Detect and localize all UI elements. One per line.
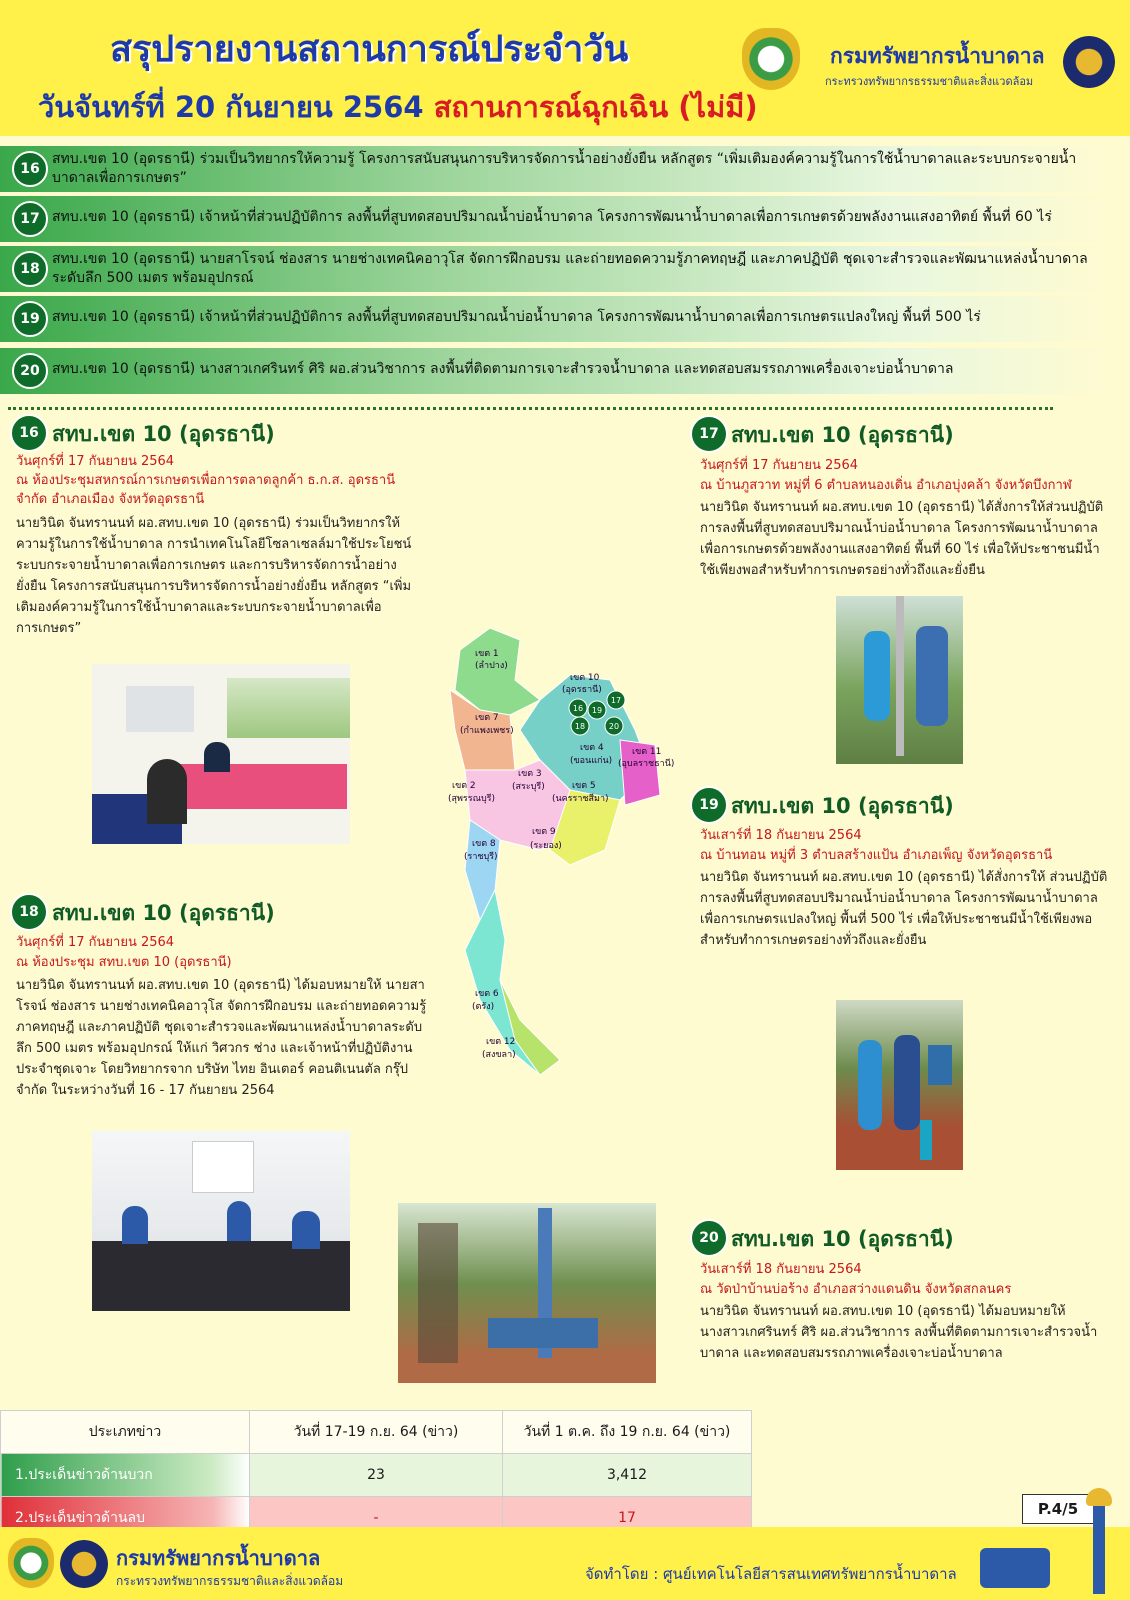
map-label-r7: เขต 7 — [475, 713, 499, 723]
map-marker-18 — [571, 717, 589, 735]
detail-17-title: สทบ.เขต 10 (อุดรธานี) — [731, 423, 954, 447]
photo-pump-test-60 — [836, 596, 963, 764]
report-date: วันจันทร์ที่ 20 กันยายน 2564 — [38, 90, 424, 124]
detail-18-place: ณ ห้องประชุม สทบ.เขต 10 (อุดรธานี) — [16, 955, 232, 970]
map-label-r2-sub: (สุพรรณบุรี) — [448, 794, 496, 804]
map-label-r8: เขต 8 — [472, 839, 496, 849]
summary-text: สทบ.เขต 10 (อุดรธานี) นายสาโรจน์ ช่องสาร นายช่างเทคนิคอาวุโส จัดการฝึกอบรม และถ่ายทอดความรู้ภาคทฤษฎี และภาคปฏิบัติ ชุดเจาะสำรวจและพัฒนาแหล่งน้ำบาดาลระดับลึก 500 เมตร พร้อมอุปกรณ์ — [52, 251, 1088, 286]
map-label-r3: เขต 3 — [518, 769, 542, 779]
page-title: สรุปรายงานสถานการณ์ประจำวัน — [110, 29, 629, 70]
summary-text: สทบ.เขต 10 (อุดรธานี) ร่วมเป็นวิทยากรให้ความรู้ โครงการสนับสนุนการบริหารจัดการน้ำอย่างยั่งยืน หลักสูตร “เพิ่มเติมองค์ความรู้ในการใช้น้ำบาดาลและระบบกระจายน้ำบาดาลเพื่อการเกษตร” — [52, 151, 1077, 186]
detail-20-date: วันเสาร์ที่ 18 กันยายน 2564 — [700, 1262, 862, 1277]
detail-18-title: สทบ.เขต 10 (อุดรธานี) — [52, 901, 275, 925]
dgr-logo — [742, 28, 800, 90]
col-header-period2: วันที่ 1 ต.ค. ถึง 19 ก.ย. 64 (ข่าว) — [503, 1411, 752, 1454]
summary-text: สทบ.เขต 10 (อุดรธานี) เจ้าหน้าที่ส่วนปฏิบัติการ ลงพื้นที่สูบทดสอบปริมาณน้ำบ่อน้ำบาดาล โครงการพัฒนาน้ำบาดาลเพื่อการเกษตรแปลงใหญ่ พื้นที่ 500 ไร่ — [52, 309, 981, 325]
map-marker-18-label: 18 — [574, 722, 586, 731]
map-marker-17-label: 17 — [610, 696, 622, 705]
detail-16-place: ณ ห้องประชุมสหกรณ์การเกษตรเพื่อการตลาดลูกค้า ธ.ก.ส. อุดรธานี จำกัด อำเภอเมือง จังหวัดอุดรธานี — [16, 473, 396, 507]
header-dept-name: กรมทรัพยากรน้ำบาดาล — [830, 44, 1045, 68]
map-label-r12: เขต 12 — [486, 1037, 516, 1047]
map-label-r7-sub: (กำแพงเพชร) — [460, 726, 514, 736]
summary-item-17 — [0, 196, 1120, 242]
header-ministry: กระทรวงทรัพยากรธรรมชาติและสิ่งแวดล้อม — [825, 75, 1034, 88]
footer-dept-name: กรมทรัพยากรน้ำบาดาล — [116, 1546, 321, 1570]
table-row-positive — [1, 1454, 752, 1497]
map-label-r5-sub: (นครราชสีมา) — [552, 794, 609, 804]
detail-16-title: สทบ.เขต 10 (อุดรธานี) — [52, 422, 275, 446]
map-marker-19 — [588, 701, 606, 719]
detail-18-number: 18 — [10, 893, 48, 931]
map-label-r11: เขต 11 — [632, 747, 662, 757]
row-label-negative: 2.ประเด็นข่าวด้านลบ — [1, 1497, 250, 1540]
row-label-positive: 1.ประเด็นข่าวด้านบวก — [1, 1454, 250, 1497]
page-number: P.4/5 — [1022, 1494, 1094, 1524]
negative-period1: - — [250, 1497, 503, 1540]
map-label-r5: เขต 5 — [572, 781, 596, 791]
footer-ministry: กระทรวงทรัพยากรธรรมชาติและสิ่งแวดล้อม — [116, 1574, 344, 1588]
map-label-r3-sub: (สระบุรี) — [512, 782, 545, 792]
detail-20-number: 20 — [690, 1219, 728, 1257]
map-label-r1-sub: (ลำปาง) — [475, 661, 508, 671]
detail-17-date: วันศุกร์ที่ 17 กันยายน 2564 — [700, 458, 859, 473]
detail-19-number: 19 — [690, 786, 728, 824]
map-marker-17 — [607, 691, 625, 709]
negative-period2: 17 — [503, 1497, 752, 1540]
page-subtitle — [38, 84, 758, 130]
photo-seminar — [92, 664, 350, 844]
map-marker-16 — [569, 699, 587, 717]
detail-16-date: วันศุกร์ที่ 17 กันยายน 2564 — [16, 454, 175, 469]
positive-period2: 3,412 — [503, 1454, 752, 1497]
detail-19-place: ณ บ้านทอน หมู่ที่ 3 ตำบลสร้างแป้น อำเภอเพ็ญ จังหวัดอุดรธานี — [700, 848, 1053, 863]
col-header-type: ประเภทข่าว — [1, 1411, 250, 1454]
map-label-r6: เขต 6 — [475, 989, 499, 999]
map-marker-16-label: 16 — [572, 704, 584, 713]
photo-pump-test-500 — [836, 1000, 963, 1170]
map-marker-20-label: 20 — [608, 722, 620, 731]
footer-dgr-logo — [8, 1538, 54, 1588]
map-label-r8-sub: (ราชบุรี) — [464, 852, 498, 862]
detail-16-number: 16 — [10, 414, 48, 452]
water-tap-head — [1086, 1488, 1112, 1506]
summary-number: 20 — [12, 353, 48, 389]
summary-item-19 — [0, 296, 1120, 342]
table-header-row — [1, 1411, 752, 1454]
footer-ministry-seal — [60, 1540, 108, 1588]
summary-item-16 — [0, 146, 1120, 192]
summary-number: 17 — [12, 201, 48, 237]
summary-number: 18 — [12, 251, 48, 287]
detail-19-date: วันเสาร์ที่ 18 กันยายน 2564 — [700, 828, 862, 843]
map-label-r4-sub: (ขอนแก่น) — [570, 756, 613, 766]
summary-number: 16 — [12, 151, 48, 187]
drill-truck-illustration — [980, 1548, 1050, 1588]
col-header-period1: วันที่ 17-19 ก.ย. 64 (ข่าว) — [250, 1411, 503, 1454]
detail-17-body: นายวินิต จันทรานนท์ ผอ.สทบ.เขต 10 (อุดรธานี) ได้สั่งการให้ส่วนปฏิบัติการลงพื้นที่สูบทดสอบปริมาณน้ำบ่อน้ำบาดาล โครงการพัฒนาน้ำบาดาลเพื่อการเกษตรด้วยพลังงานแสงอาทิตย์ พื้นที่ 60 ไร่ เพื่อให้ประชาชนมีน้ำใช้เพียงพอสำหรับทำการเกษตรอย่างทั่วถึงและยั่งยืน — [700, 500, 1104, 578]
detail-20-place: ณ วัดป่าบ้านบ่อร้าง อำเภอสว่างแดนดิน จังหวัดสกลนคร — [700, 1282, 1012, 1297]
map-label-r9-sub: (ระยอง) — [530, 841, 562, 851]
thailand-region-map — [420, 620, 680, 1090]
detail-16-body: นายวินิต จันทรานนท์ ผอ.สทบ.เขต 10 (อุดรธานี) ร่วมเป็นวิทยากรให้ความรู้ในการใช้น้ำบาดาล การนำเทคโนโลยีโซลาเซลล์มาใช้ประโยชน์ระบบกระจายน้ำบาดาลเพื่อการเกษตร และการบริหารจัดการน้ำอย่างยั่งยืน โครงการสนับสนุนการบริหารจัดการน้ำอย่างยั่งยืน หลักสูตร “เพิ่มเติมองค์ความรู้ในการใช้น้ำบาดาลและระบบกระจายน้ำบาดาลเพื่อการเกษตร” — [16, 516, 412, 636]
detail-18-date: วันศุกร์ที่ 17 กันยายน 2564 — [16, 935, 175, 950]
detail-17-number: 17 — [690, 415, 728, 453]
summary-item-18 — [0, 246, 1120, 292]
photo-training-room — [92, 1131, 350, 1311]
map-marker-20 — [605, 717, 623, 735]
news-stats-table — [0, 1410, 752, 1540]
water-tap-illustration — [1093, 1498, 1105, 1594]
summary-text: สทบ.เขต 10 (อุดรธานี) เจ้าหน้าที่ส่วนปฏิบัติการ ลงพื้นที่สูบทดสอบปริมาณน้ำบ่อน้ำบาดาล โครงการพัฒนาน้ำบาดาลเพื่อการเกษตรด้วยพลังงานแสงอาทิตย์ พื้นที่ 60 ไร่ — [52, 209, 1052, 225]
detail-20-title: สทบ.เขต 10 (อุดรธานี) — [731, 1227, 954, 1251]
map-label-r4: เขต 4 — [580, 743, 604, 753]
map-label-r10: เขต 10 — [570, 673, 600, 683]
positive-period1: 23 — [250, 1454, 503, 1497]
map-label-r2: เขต 2 — [452, 781, 476, 791]
summary-item-20 — [0, 348, 1120, 394]
map-label-r6-sub: (ตรัง) — [472, 1002, 495, 1012]
map-label-r9: เขต 9 — [532, 827, 556, 837]
detail-19-title: สทบ.เขต 10 (อุดรธานี) — [731, 794, 954, 818]
section-divider — [8, 407, 1053, 410]
ministry-seal — [1063, 36, 1115, 88]
photo-drilling-rig — [398, 1203, 656, 1383]
map-label-r11-sub: (อุบลราชธานี) — [618, 759, 675, 769]
detail-20-body: นายวินิต จันทรานนท์ ผอ.สทบ.เขต 10 (อุดรธานี) ได้มอบหมายให้ นางสาวเกศรินทร์ ศิริ ผอ.ส่วนวิชาการ ลงพื้นที่ติดตามการเจาะสำรวจน้ำบาดาล และทดสอบสมรรถภาพเครื่องเจาะบ่อน้ำบาดาล — [700, 1304, 1098, 1361]
detail-17-place: ณ บ้านภูสวาท หมู่ที่ 6 ตำบลหนองเดิ่น อำเภอบุ่งคล้า จังหวัดบึงกาฬ — [700, 478, 1072, 493]
footer-producer: จัดทำโดย : ศูนย์เทคโนโลยีสารสนเทศทรัพยากรน้ำบาดาล — [585, 1565, 957, 1583]
detail-19-body: นายวินิต จันทรานนท์ ผอ.สทบ.เขต 10 (อุดรธานี) ได้สั่งการให้ ส่วนปฏิบัติการลงพื้นที่สูบทดสอบปริมาณน้ำบ่อน้ำบาดาล โครงการพัฒนาน้ำบาดาลเพื่อการเกษตรแปลงใหญ่ พื้นที่ 500 ไร่ เพื่อให้ประชาชนมีน้ำใช้เพียงพอสำหรับทำการเกษตรอย่างทั่วถึงและยั่งยืน — [700, 870, 1108, 948]
summary-number: 19 — [12, 301, 48, 337]
map-label-r1: เขต 1 — [475, 649, 499, 659]
detail-18-body: นายวินิต จันทรานนท์ ผอ.สทบ.เขต 10 (อุดรธานี) ได้มอบหมายให้ นายสาโรจน์ ช่องสาร นายช่างเทคนิคอาวุโส จัดการฝึกอบรม และถ่ายทอดความรู้ภาคทฤษฎี และภาคปฏิบัติ ชุดเจาะสำรวจและพัฒนาแหล่งน้ำบาดาลระดับลึก 500 เมตร พร้อมอุปกรณ์ ให้แก่ วิศวกร ช่าง และเจ้าหน้าที่ปฏิบัติงานประจำชุดเจาะ โดยวิทยากรจาก บริษัท ไทย อินเตอร์ คอนติเนนตัล กรุ๊ป จำกัด ในระหว่างวันที่ 16 - 17 กันยายน 2564 — [16, 978, 427, 1098]
map-label-r10-sub: (อุดรธานี) — [562, 685, 602, 695]
map-label-r12-sub: (สงขลา) — [482, 1050, 516, 1060]
map-marker-19-label: 19 — [591, 706, 603, 715]
emergency-status: สถานการณ์ฉุกเฉิน (ไม่มี) — [433, 90, 758, 124]
summary-text: สทบ.เขต 10 (อุดรธานี) นางสาวเกศรินทร์ ศิริ ผอ.ส่วนวิชาการ ลงพื้นที่ติดตามการเจาะสำรวจน้ำบาดาล และทดสอบสมรรถภาพเครื่องเจาะบ่อน้ำบาดาล — [52, 361, 954, 377]
